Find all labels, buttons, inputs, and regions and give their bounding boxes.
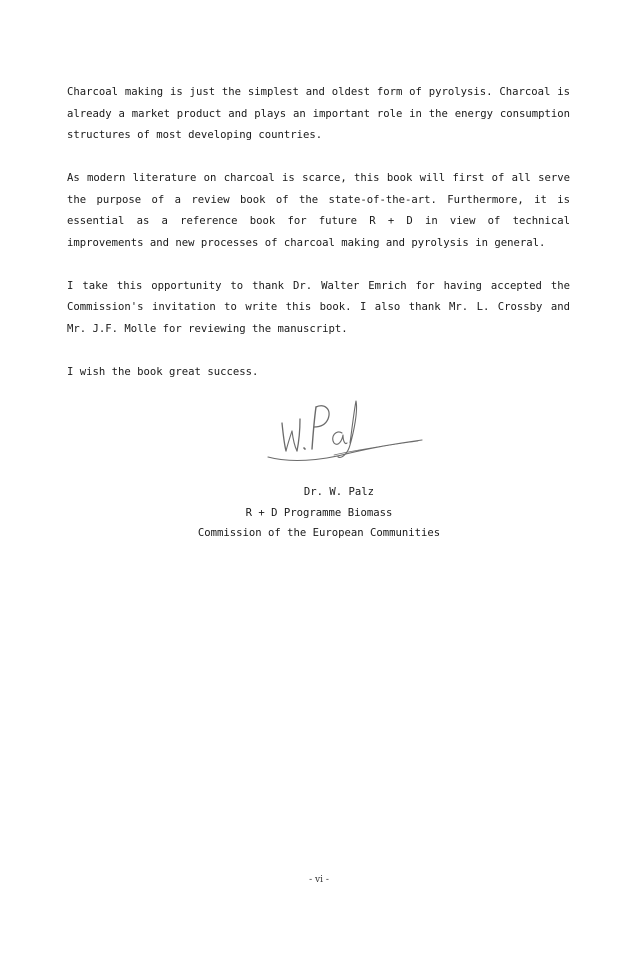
page-number: - vi - [309, 875, 329, 885]
signatory-organization: Commission of the European Communities [197, 527, 441, 539]
handwritten-signature [250, 393, 430, 473]
signature-block [0, 482, 638, 544]
paragraph-closing: I wish the book great success. [67, 365, 259, 378]
signatory-name: Dr. W. Palz [303, 486, 375, 498]
paragraph-charcoal-intro: Charcoal making is just the simplest and oldest form of pyrolysis. Charcoal is already a market product and plays an important role in the energy consumption structures of most developing countries. [67, 86, 570, 141]
paragraph-literature: As modern literature on charcoal is scarce, this book will first of all serve the purpose of a review book of the state-of-the-art. Furthermore, it is essential as a reference book for future R + D in view of technical improvements and new processes of charcoal making and pyrolysis in general. [67, 172, 570, 249]
foreword-body [67, 82, 570, 405]
signatory-programme: R + D Programme Biomass [245, 506, 393, 519]
paragraph-acknowledgements: I take this opportunity to thank Dr. Walter Emrich for having accepted the Commission's invitation to write this book. I also thank Mr. L. Crossby and Mr. J.F. Molle for reviewing the manuscript. [67, 279, 570, 335]
